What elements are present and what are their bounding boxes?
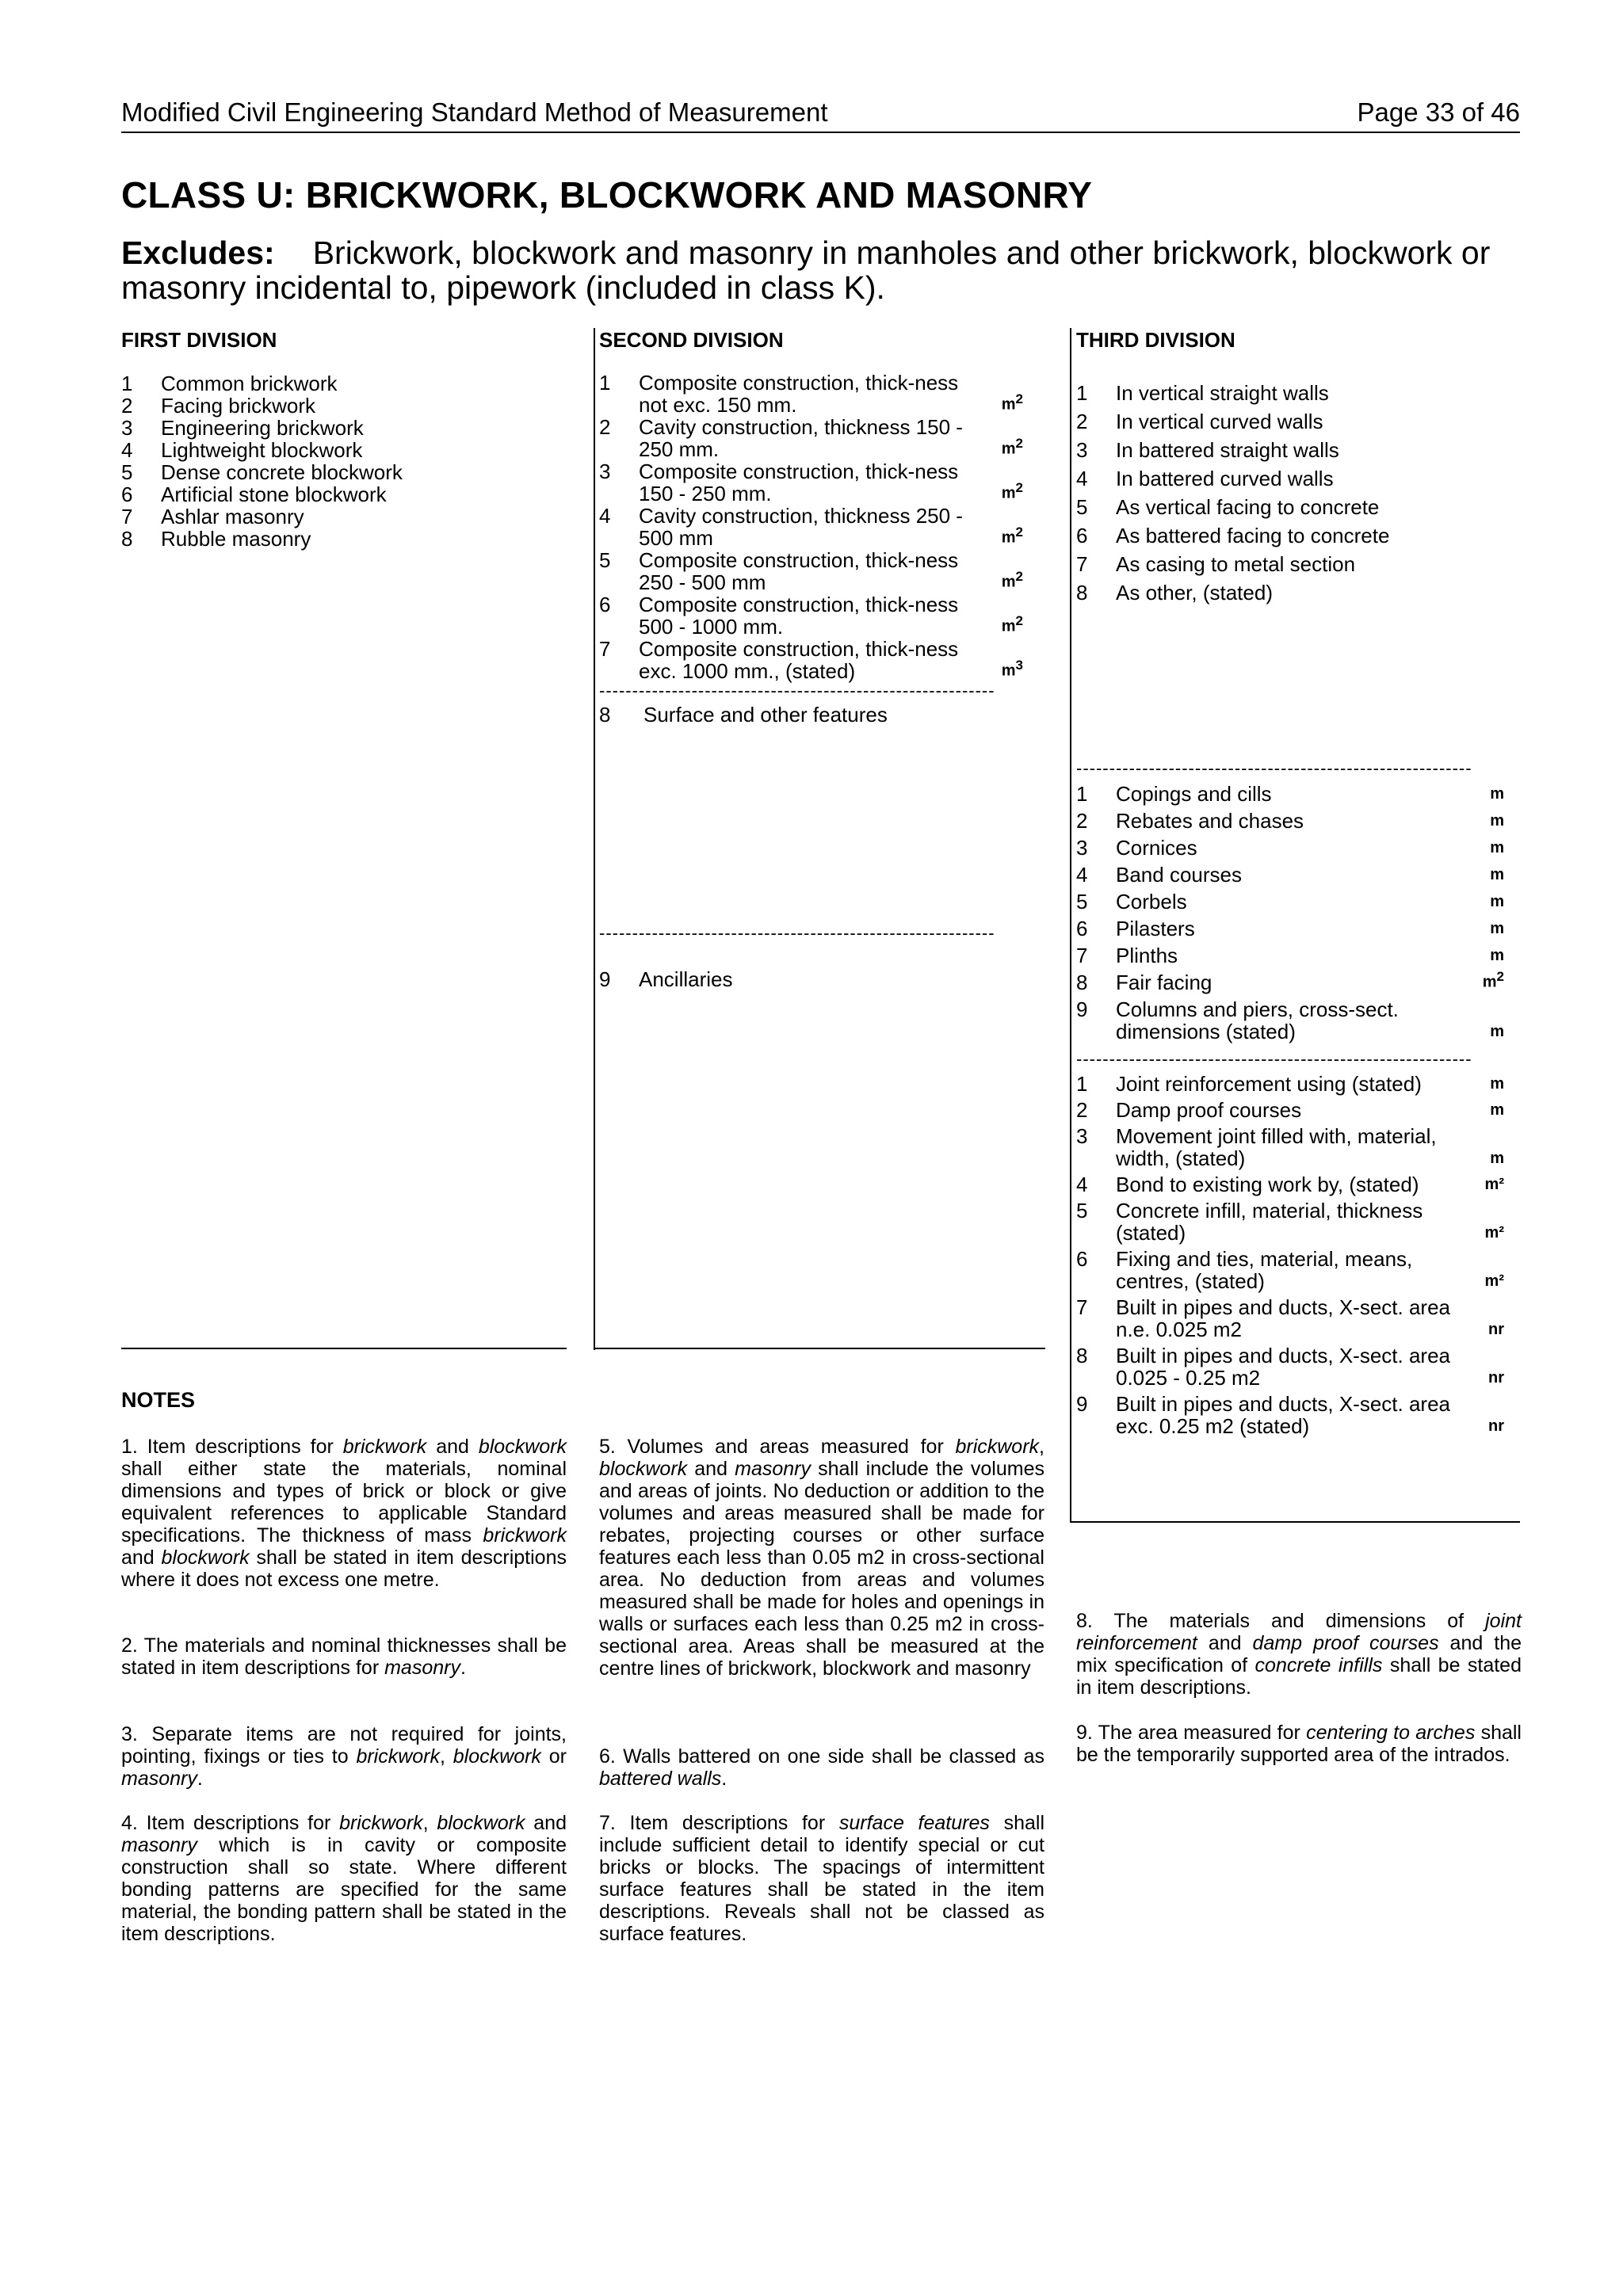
note-text: shall be stated in item descriptions where it does not excess one metre.	[121, 1547, 567, 1591]
third-division-feature-item	[1076, 837, 1504, 859]
item-text: Dense concrete blockwork	[161, 460, 403, 484]
item-text: Fair facing	[1116, 971, 1212, 994]
item-number: 7	[121, 505, 133, 528]
note-text: 1. Item descriptions for	[121, 1436, 343, 1458]
unit-symbol: nr	[1488, 1321, 1504, 1338]
third-division-bottom-rule	[1070, 1521, 1520, 1523]
item-text: Columns and piers, cross-sect. dimensions (stated)	[1116, 997, 1399, 1043]
third-division-wall-item	[1076, 524, 1504, 547]
column-divider-middle	[1070, 328, 1071, 1350]
item-number: 4	[599, 504, 611, 528]
item-number: 2	[121, 394, 133, 418]
second-division-bottom-rule	[594, 1348, 1045, 1349]
item-number: 8	[599, 703, 611, 727]
separator-dashes: ------------------------------------------------------------	[599, 683, 995, 699]
emphasized-term: brickwork	[356, 1745, 441, 1768]
item-number: 5	[1076, 495, 1088, 519]
first-division-item	[121, 461, 565, 483]
item-number: 9	[599, 967, 611, 991]
third-division-ancillary-item	[1076, 1248, 1504, 1292]
first-division-item	[121, 439, 565, 461]
item-text: Built in pipes and ducts, X-sect. area n.e. 0.025 m2	[1116, 1295, 1451, 1341]
column-divider-third-lower	[1070, 1350, 1071, 1523]
item-number: 7	[1076, 552, 1088, 576]
unit-symbol: m	[1490, 920, 1504, 937]
item-text: Common brickwork	[161, 372, 338, 395]
item-text: Cavity construction, thickness 250 - 500 mm	[639, 504, 963, 550]
item-text: In battered curved walls	[1116, 467, 1334, 490]
unit-of-measurement	[1485, 1173, 1504, 1196]
emphasized-term: masonry	[384, 1657, 460, 1679]
unit-symbol: m	[1001, 529, 1016, 547]
unit-exponent: 2	[1015, 436, 1023, 452]
item-number: 2	[1076, 410, 1088, 433]
item-number: 5	[121, 460, 133, 484]
emphasized-term: concrete infills	[1254, 1654, 1383, 1676]
third-division-heading: THIRD DIVISION	[1076, 328, 1235, 352]
note-1	[121, 1436, 567, 1591]
note-text: and	[525, 1812, 567, 1834]
item-number: 8	[1076, 1344, 1088, 1367]
item-text: Rebates and chases	[1116, 809, 1304, 833]
emphasized-term: masonry	[121, 1834, 197, 1856]
unit-symbol: nr	[1488, 1369, 1504, 1386]
note-text: .	[197, 1768, 203, 1790]
unit-of-measurement	[1490, 837, 1504, 859]
emphasized-term: brickwork	[342, 1436, 427, 1458]
item-number: 7	[1076, 944, 1088, 967]
unit-symbol: m	[1001, 662, 1016, 680]
third-division-ancillary-item	[1076, 1125, 1504, 1169]
second-division-list	[599, 372, 1023, 682]
item-number: 9	[1076, 1392, 1088, 1416]
page-number: Page 33 of 46	[1357, 97, 1520, 127]
separator-dashes: ------------------------------------------------------------	[599, 925, 995, 941]
item-number: 1	[1076, 1072, 1088, 1096]
note-text: which is in cavity or composite construction shall so state. Where different bonding patterns are specified for the same material, the bonding pattern shall be stated in the item descriptions.	[121, 1834, 567, 1945]
unit-symbol: m	[1490, 839, 1504, 856]
unit-of-measurement	[1488, 1318, 1504, 1341]
note-text: and	[687, 1458, 735, 1480]
second-division-item	[599, 372, 1023, 416]
note-text: 6. Walls battered on one side shall be classed as	[599, 1745, 1044, 1768]
unit-of-measurement	[1485, 1270, 1504, 1292]
item-number: 1	[1076, 381, 1088, 405]
item-number: 3	[121, 416, 133, 440]
unit-exponent: 3	[1015, 658, 1023, 673]
item-text: Fixing and ties, material, means, centres, (stated)	[1116, 1247, 1413, 1293]
unit-exponent: 2	[1015, 524, 1023, 540]
note-text: 3. Separate items are not required for joints, pointing, fixings or ties to	[121, 1723, 567, 1768]
item-number: 8	[1076, 971, 1088, 994]
second-division-item-ancillaries	[599, 968, 1110, 990]
separator-dashes: ------------------------------------------------------------	[1076, 761, 1472, 776]
excludes-statement	[121, 235, 1524, 305]
emphasized-term: masonry	[735, 1458, 811, 1480]
third-division-ancillary-item	[1076, 1393, 1504, 1437]
note-text: shall be stated in item descriptions.	[1076, 1654, 1522, 1699]
unit-of-measurement	[1002, 521, 1023, 549]
note-text: and	[1197, 1632, 1253, 1654]
item-text: Facing brickwork	[161, 394, 316, 418]
third-division-ancillary-item	[1076, 1073, 1504, 1095]
item-text: Ancillaries	[639, 967, 733, 991]
note-text: 9. The area measured for	[1076, 1722, 1307, 1744]
item-number: 2	[599, 415, 611, 439]
item-number: 1	[1076, 782, 1088, 806]
unit-of-measurement	[1002, 433, 1023, 460]
note-text: 2. The materials and nominal thicknesses shall be stated in item descriptions for	[121, 1634, 567, 1679]
item-text: Engineering brickwork	[161, 416, 364, 440]
note-7	[599, 1812, 1044, 1945]
item-number: 6	[1076, 524, 1088, 547]
note-text: ,	[1039, 1436, 1044, 1458]
item-text: In vertical curved walls	[1116, 410, 1323, 433]
note-text: and	[426, 1436, 479, 1458]
unit-symbol: m	[1001, 574, 1016, 591]
unit-of-measurement	[1490, 891, 1504, 913]
item-text: Composite construction, thick-ness not exc. 150 mm.	[639, 371, 959, 417]
unit-of-measurement	[1485, 1222, 1504, 1244]
item-text: Composite construction, thick-ness 250 - 500 mm	[639, 548, 959, 594]
unit-symbol: m²	[1484, 1272, 1504, 1290]
first-division-bottom-rule	[121, 1348, 567, 1349]
third-division-ancillary-item	[1076, 1296, 1504, 1341]
excludes-label: Excludes:	[121, 235, 275, 271]
unit-symbol: m²	[1484, 1176, 1504, 1193]
first-division-list	[121, 372, 565, 550]
item-number: 3	[1076, 836, 1088, 860]
item-text: Ashlar masonry	[161, 505, 304, 528]
item-text: As vertical facing to concrete	[1116, 495, 1380, 519]
item-text: Corbels	[1116, 890, 1187, 913]
note-text: 7. Item descriptions for	[599, 1812, 839, 1834]
unit-symbol: m²	[1484, 1224, 1504, 1241]
note-text: ,	[440, 1745, 453, 1768]
unit-symbol: m	[1490, 1101, 1504, 1119]
third-division-features-list	[1076, 783, 1504, 1047]
second-division-item	[599, 549, 1023, 593]
item-number: 4	[1076, 863, 1088, 887]
item-text: Pilasters	[1116, 917, 1195, 940]
note-text: shall either state the materials, nominal dimensions and types of brick or block or give equivalent references to applicable Standard specifications. The thickness of mass	[121, 1458, 567, 1547]
unit-of-measurement	[1490, 810, 1504, 832]
item-number: 4	[121, 438, 133, 462]
note-text: and	[121, 1547, 162, 1569]
item-text: In battered straight walls	[1116, 438, 1339, 462]
unit-exponent: 2	[1015, 569, 1023, 585]
note-text: .	[460, 1657, 466, 1679]
item-text: Concrete infill, material, thickness (stated)	[1116, 1199, 1423, 1245]
note-text: 5. Volumes and areas measured for	[599, 1436, 956, 1458]
item-number: 5	[599, 548, 611, 572]
first-division-item	[121, 505, 565, 528]
unit-exponent: 2	[1015, 480, 1023, 496]
excludes-text: Brickwork, blockwork and masonry in manholes and other brickwork, blockwork or masonry incidental to, pipework (included in class K).	[121, 235, 1491, 306]
emphasized-term: blockwork	[161, 1547, 250, 1569]
unit-of-measurement	[1002, 566, 1023, 593]
third-division-wall-item	[1076, 553, 1504, 575]
column-divider-left	[594, 328, 595, 1350]
unit-symbol: m	[1490, 1075, 1504, 1093]
note-text: or	[540, 1745, 567, 1768]
second-division-item	[599, 505, 1023, 549]
third-division-wall-item	[1076, 496, 1504, 518]
unit-symbol: m	[1490, 1023, 1504, 1040]
item-number: 6	[599, 593, 611, 616]
first-division-item	[121, 483, 565, 505]
unit-symbol: m	[1490, 812, 1504, 830]
note-text: shall be the temporarily supported area of the intrados.	[1076, 1722, 1522, 1766]
unit-of-measurement	[1490, 944, 1504, 967]
third-division-wall-item	[1076, 410, 1504, 433]
unit-of-measurement	[1490, 783, 1504, 805]
first-division-item	[121, 417, 565, 439]
item-text: As battered facing to concrete	[1116, 524, 1390, 547]
third-division-ancillary-item	[1076, 1199, 1504, 1244]
unit-symbol: m	[1482, 974, 1497, 991]
item-text: Composite construction, thick-ness 500 - 1000 mm.	[639, 593, 959, 639]
unit-of-measurement	[1483, 966, 1504, 994]
note-6	[599, 1745, 1044, 1790]
emphasized-term: brickwork	[955, 1436, 1040, 1458]
first-division-heading: FIRST DIVISION	[121, 328, 277, 352]
third-division-feature-item	[1076, 891, 1504, 913]
unit-of-measurement	[1490, 1073, 1504, 1095]
item-text: Built in pipes and ducts, X-sect. area exc. 0.25 m2 (stated)	[1116, 1392, 1451, 1438]
third-division-ancillary-item	[1076, 1173, 1504, 1196]
item-number: 7	[599, 637, 611, 661]
note-9	[1076, 1722, 1522, 1766]
note-text: shall include sufficient detail to identify special or cut bricks or blocks. The spacings of intermittent surface features shall be stated in the item descriptions. Reveals shall not be classed as surface features.	[599, 1812, 1044, 1945]
unit-symbol: m	[1490, 866, 1504, 883]
third-division-feature-item	[1076, 810, 1504, 832]
third-division-wall-item	[1076, 582, 1504, 604]
unit-of-measurement	[1002, 654, 1023, 682]
third-division-feature-item	[1076, 998, 1504, 1043]
unit-of-measurement	[1490, 1020, 1504, 1043]
item-number: 2	[1076, 809, 1088, 833]
item-number: 4	[1076, 1173, 1088, 1196]
item-number: 5	[1076, 890, 1088, 913]
item-text: Composite construction, thick-ness 150 - 250 mm.	[639, 460, 959, 505]
third-division-feature-item	[1076, 944, 1504, 967]
unit-symbol: m	[1490, 947, 1504, 964]
separator-dashes: ------------------------------------------------------------	[1076, 1051, 1472, 1067]
note-text: 4. Item descriptions for	[121, 1812, 340, 1834]
emphasized-term: brickwork	[339, 1812, 423, 1834]
item-number: 2	[1076, 1098, 1088, 1122]
document-header-title: Modified Civil Engineering Standard Method of Measurement	[121, 97, 828, 127]
class-title: CLASS U: BRICKWORK, BLOCKWORK AND MASONRY	[121, 174, 1093, 215]
emphasized-term: blockwork	[453, 1745, 541, 1768]
emphasized-term: surface features	[838, 1812, 990, 1834]
unit-exponent: 2	[1015, 391, 1023, 407]
header-divider	[121, 132, 1520, 133]
third-division-ancillary-item	[1076, 1099, 1504, 1121]
item-number: 9	[1076, 997, 1088, 1021]
item-text: Damp proof courses	[1116, 1098, 1302, 1122]
item-text: As other, (stated)	[1116, 581, 1273, 605]
item-text: Copings and cills	[1116, 782, 1272, 806]
emphasized-term: battered walls	[599, 1768, 722, 1790]
second-division-item	[599, 638, 1023, 682]
unit-of-measurement	[1488, 1415, 1504, 1437]
unit-of-measurement	[1490, 1147, 1504, 1169]
unit-of-measurement	[1490, 864, 1504, 886]
note-5	[599, 1436, 1044, 1680]
item-number: 1	[599, 371, 611, 395]
third-division-ancillary-item	[1076, 1344, 1504, 1389]
first-division-item	[121, 395, 565, 417]
first-division-item	[121, 372, 565, 395]
unit-exponent: 2	[1496, 969, 1504, 985]
note-text: shall include the volumes and areas of joints. No deduction or addition to the volumes and areas measured shall be made for rebates, projecting courses or other surface features each less than 0.05 m2 in cross-sectional area. No deduction from areas and volumes measured shall be made for holes and openings in walls or surfaces each less than 0.25 m2 in cross-sectional area. Areas shall be measured at the centre lines of brickwork, blockwork and masonry	[599, 1458, 1044, 1680]
unit-exponent: 2	[1015, 613, 1023, 629]
item-number: 6	[1076, 917, 1088, 940]
note-text: .	[721, 1768, 727, 1790]
item-number: 8	[121, 527, 133, 551]
item-text: Joint reinforcement using (stated)	[1116, 1072, 1422, 1096]
emphasized-term: blockwork	[478, 1436, 567, 1458]
first-division-item	[121, 528, 565, 550]
unit-symbol: m	[1001, 618, 1016, 635]
note-8	[1076, 1610, 1522, 1699]
item-number: 1	[121, 372, 133, 395]
unit-of-measurement	[1002, 388, 1023, 416]
item-text: Rubble masonry	[161, 527, 311, 551]
note-text: 8. The materials and dimensions of	[1076, 1610, 1486, 1632]
item-number: 8	[1076, 581, 1088, 605]
unit-symbol: m	[1490, 893, 1504, 910]
unit-symbol: m	[1490, 785, 1504, 803]
item-text: Built in pipes and ducts, X-sect. area 0.025 - 0.25 m2	[1116, 1344, 1451, 1390]
emphasized-term: centering to arches	[1306, 1722, 1476, 1744]
emphasized-term: masonry	[121, 1768, 197, 1790]
item-number: 4	[1076, 467, 1088, 490]
item-text: Artificial stone blockwork	[161, 482, 387, 506]
third-division-feature-item	[1076, 864, 1504, 886]
item-number: 3	[1076, 438, 1088, 462]
item-text: Cavity construction, thickness 150 - 250 mm.	[639, 415, 963, 461]
note-text: ,	[422, 1812, 437, 1834]
item-text: In vertical straight walls	[1116, 381, 1329, 405]
item-number: 5	[1076, 1199, 1088, 1222]
unit-symbol: m	[1001, 396, 1016, 414]
emphasized-term: damp proof courses	[1252, 1632, 1439, 1654]
item-text: Cornices	[1116, 836, 1197, 860]
item-text: Bond to existing work by, (stated)	[1116, 1173, 1419, 1196]
second-division-item-surface	[599, 704, 1115, 726]
second-division-item	[599, 416, 1023, 460]
third-division-walls-list	[1076, 382, 1504, 610]
second-division-item	[599, 593, 1023, 638]
item-text: Surface and other features	[643, 703, 888, 727]
third-division-feature-item	[1076, 971, 1504, 994]
third-division-wall-item	[1076, 467, 1504, 490]
item-number: 7	[1076, 1295, 1088, 1319]
note-4	[121, 1812, 567, 1945]
item-number: 3	[599, 460, 611, 483]
unit-of-measurement	[1490, 917, 1504, 940]
emphasized-term: joint reinforcement	[1076, 1610, 1522, 1654]
second-division-item	[599, 460, 1023, 505]
unit-of-measurement	[1490, 1099, 1504, 1121]
item-number: 6	[1076, 1247, 1088, 1271]
note-3	[121, 1723, 567, 1790]
third-division-wall-item	[1076, 382, 1504, 404]
third-division-feature-item	[1076, 917, 1504, 940]
second-division-heading: SECOND DIVISION	[599, 328, 784, 352]
item-text: Composite construction, thick-ness exc. 1000 mm., (stated)	[639, 637, 959, 683]
unit-symbol: m	[1001, 485, 1016, 502]
unit-symbol: m	[1490, 1150, 1504, 1167]
note-2	[121, 1634, 567, 1679]
item-text: Movement joint filled with, material, width, (stated)	[1116, 1124, 1437, 1170]
third-division-wall-item	[1076, 439, 1504, 461]
unit-of-measurement	[1488, 1367, 1504, 1389]
item-text: As casing to metal section	[1116, 552, 1356, 576]
item-text: Band courses	[1116, 863, 1242, 887]
item-text: Lightweight blockwork	[161, 438, 363, 462]
item-text: Plinths	[1116, 944, 1178, 967]
emphasized-term: brickwork	[483, 1524, 567, 1547]
item-number: 6	[121, 482, 133, 506]
note-text: and the mix specification of	[1076, 1632, 1522, 1676]
notes-heading: NOTES	[121, 1388, 196, 1412]
emphasized-term: blockwork	[599, 1458, 688, 1480]
third-division-ancillaries-list	[1076, 1073, 1504, 1441]
third-division-feature-item	[1076, 783, 1504, 805]
unit-symbol: m	[1001, 441, 1016, 458]
item-number: 3	[1076, 1124, 1088, 1148]
unit-of-measurement	[1002, 610, 1023, 638]
unit-of-measurement	[1002, 477, 1023, 505]
emphasized-term: blockwork	[437, 1812, 525, 1834]
unit-symbol: nr	[1488, 1417, 1504, 1435]
